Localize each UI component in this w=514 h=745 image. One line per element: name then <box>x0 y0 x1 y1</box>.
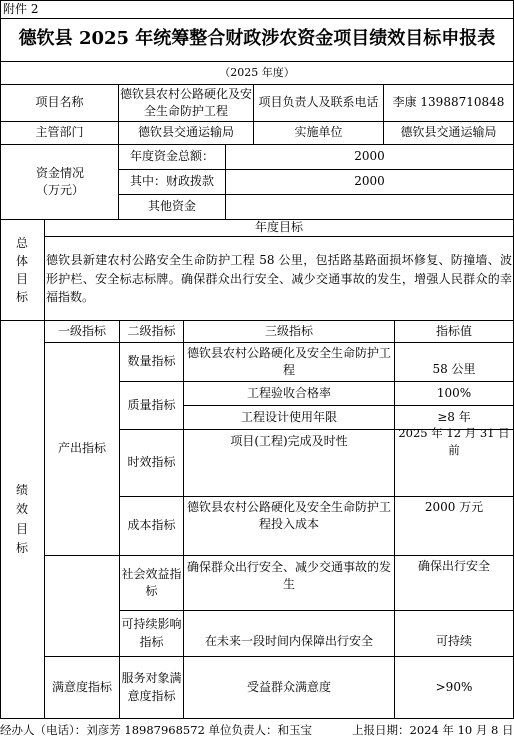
fund-total-value: 2000 <box>354 149 385 164</box>
fund-fiscal-label: 其中：财政拨款 <box>129 174 214 189</box>
table-row-l3: 受益群众满意度 <box>246 679 331 694</box>
header-value: 指标值 <box>435 323 472 338</box>
dept-value: 德钦县交通运输局 <box>137 125 234 140</box>
level1-satisfaction: 满意度指标 <box>51 679 112 694</box>
table-row-l3: 在未来一段时间内保障出行安全 <box>204 634 373 649</box>
annual-goal-text: 德钦县新建农村公路安全生命防护工程 58 公里，包括路基路面损坏修复、防撞墙、波形护栏、安全标志标牌。确保群众出行安全、减少交通事故的发生，增强人民群众的幸福指数。 <box>46 253 512 305</box>
table-row-value: 可持续 <box>435 634 472 649</box>
year-label: （2025 年度） <box>219 66 295 79</box>
table-row-l2: 时效指标 <box>127 455 176 470</box>
impl-value: 德钦县交通运输局 <box>400 125 497 140</box>
fund-total-label: 年度资金总额： <box>129 149 214 164</box>
header-level3: 三级指标 <box>264 323 313 338</box>
level1-benefit <box>45 556 119 656</box>
page-title: 德钦县 2025 年统筹整合财政涉农资金项目绩效目标申报表 <box>18 28 496 49</box>
dept-label: 主管部门 <box>35 125 84 140</box>
table-row-value: ≥8 年 <box>437 409 471 424</box>
fund-other-label: 其他资金 <box>147 199 196 214</box>
overall-goal-label: 总体目标 <box>15 236 28 304</box>
table-row-value: 2000 万元 <box>424 500 484 515</box>
table-row-l3: 确保群众出行安全、减少交通事故的发生 <box>187 559 392 591</box>
table-row-l2: 社会效益指标 <box>121 566 182 598</box>
table-row-value: 2025 年 12 月 31 日前 <box>398 426 510 457</box>
project-name-label: 项目名称 <box>35 95 84 110</box>
table-row-l2: 可持续影响指标 <box>121 617 182 649</box>
fund-other-value <box>226 195 513 219</box>
table-row-l2: 服务对象满意度指标 <box>121 671 182 703</box>
table-row-value: 58 公里 <box>432 361 476 376</box>
annual-goal-header: 年度目标 <box>254 220 303 235</box>
footer-handler: 经办人（电话）：刘彦芳 18987968572 单位负责人：和玉宝 <box>0 723 313 737</box>
table-row-l3: 项目(工程)完成及时性 <box>230 434 348 449</box>
fund-fiscal-value: 2000 <box>354 174 385 189</box>
header-level1: 一级指标 <box>57 323 106 338</box>
perf-goal-label: 绩效目标 <box>15 483 28 555</box>
contact-label: 项目负责人及联系电话 <box>258 95 379 110</box>
table-row-value: 确保出行安全 <box>417 559 490 574</box>
header-level2: 二级指标 <box>127 323 176 338</box>
level1-output: 产出指标 <box>57 441 106 456</box>
table-row-l3: 工程验收合格率 <box>246 385 331 400</box>
project-name-value: 德钦县农村公路硬化及安全生命防护工程 <box>119 86 252 118</box>
table-row-l3: 德钦县农村公路硬化及安全生命防护工程 <box>186 345 391 377</box>
table-row-l2: 数量指标 <box>127 354 176 369</box>
table-row-value: >90% <box>435 679 473 694</box>
impl-label: 实施单位 <box>294 125 343 140</box>
table-row-l2: 质量指标 <box>127 397 176 412</box>
footer-report-date: 上报日期：2024 年 10 月 8 日 <box>352 723 514 737</box>
contact-value: 李康 13988710848 <box>392 95 505 110</box>
table-row-value: 100% <box>436 385 472 400</box>
attachment-label: 附件 2 <box>3 2 39 16</box>
table-row-l3: 工程设计使用年限 <box>240 409 337 424</box>
table-row-l2: 成本指标 <box>127 518 176 533</box>
table-row-l3: 德钦县农村公路硬化及安全生命防护工程投入成本 <box>187 499 392 531</box>
fund-label: 资金情况（万元） <box>35 165 84 197</box>
